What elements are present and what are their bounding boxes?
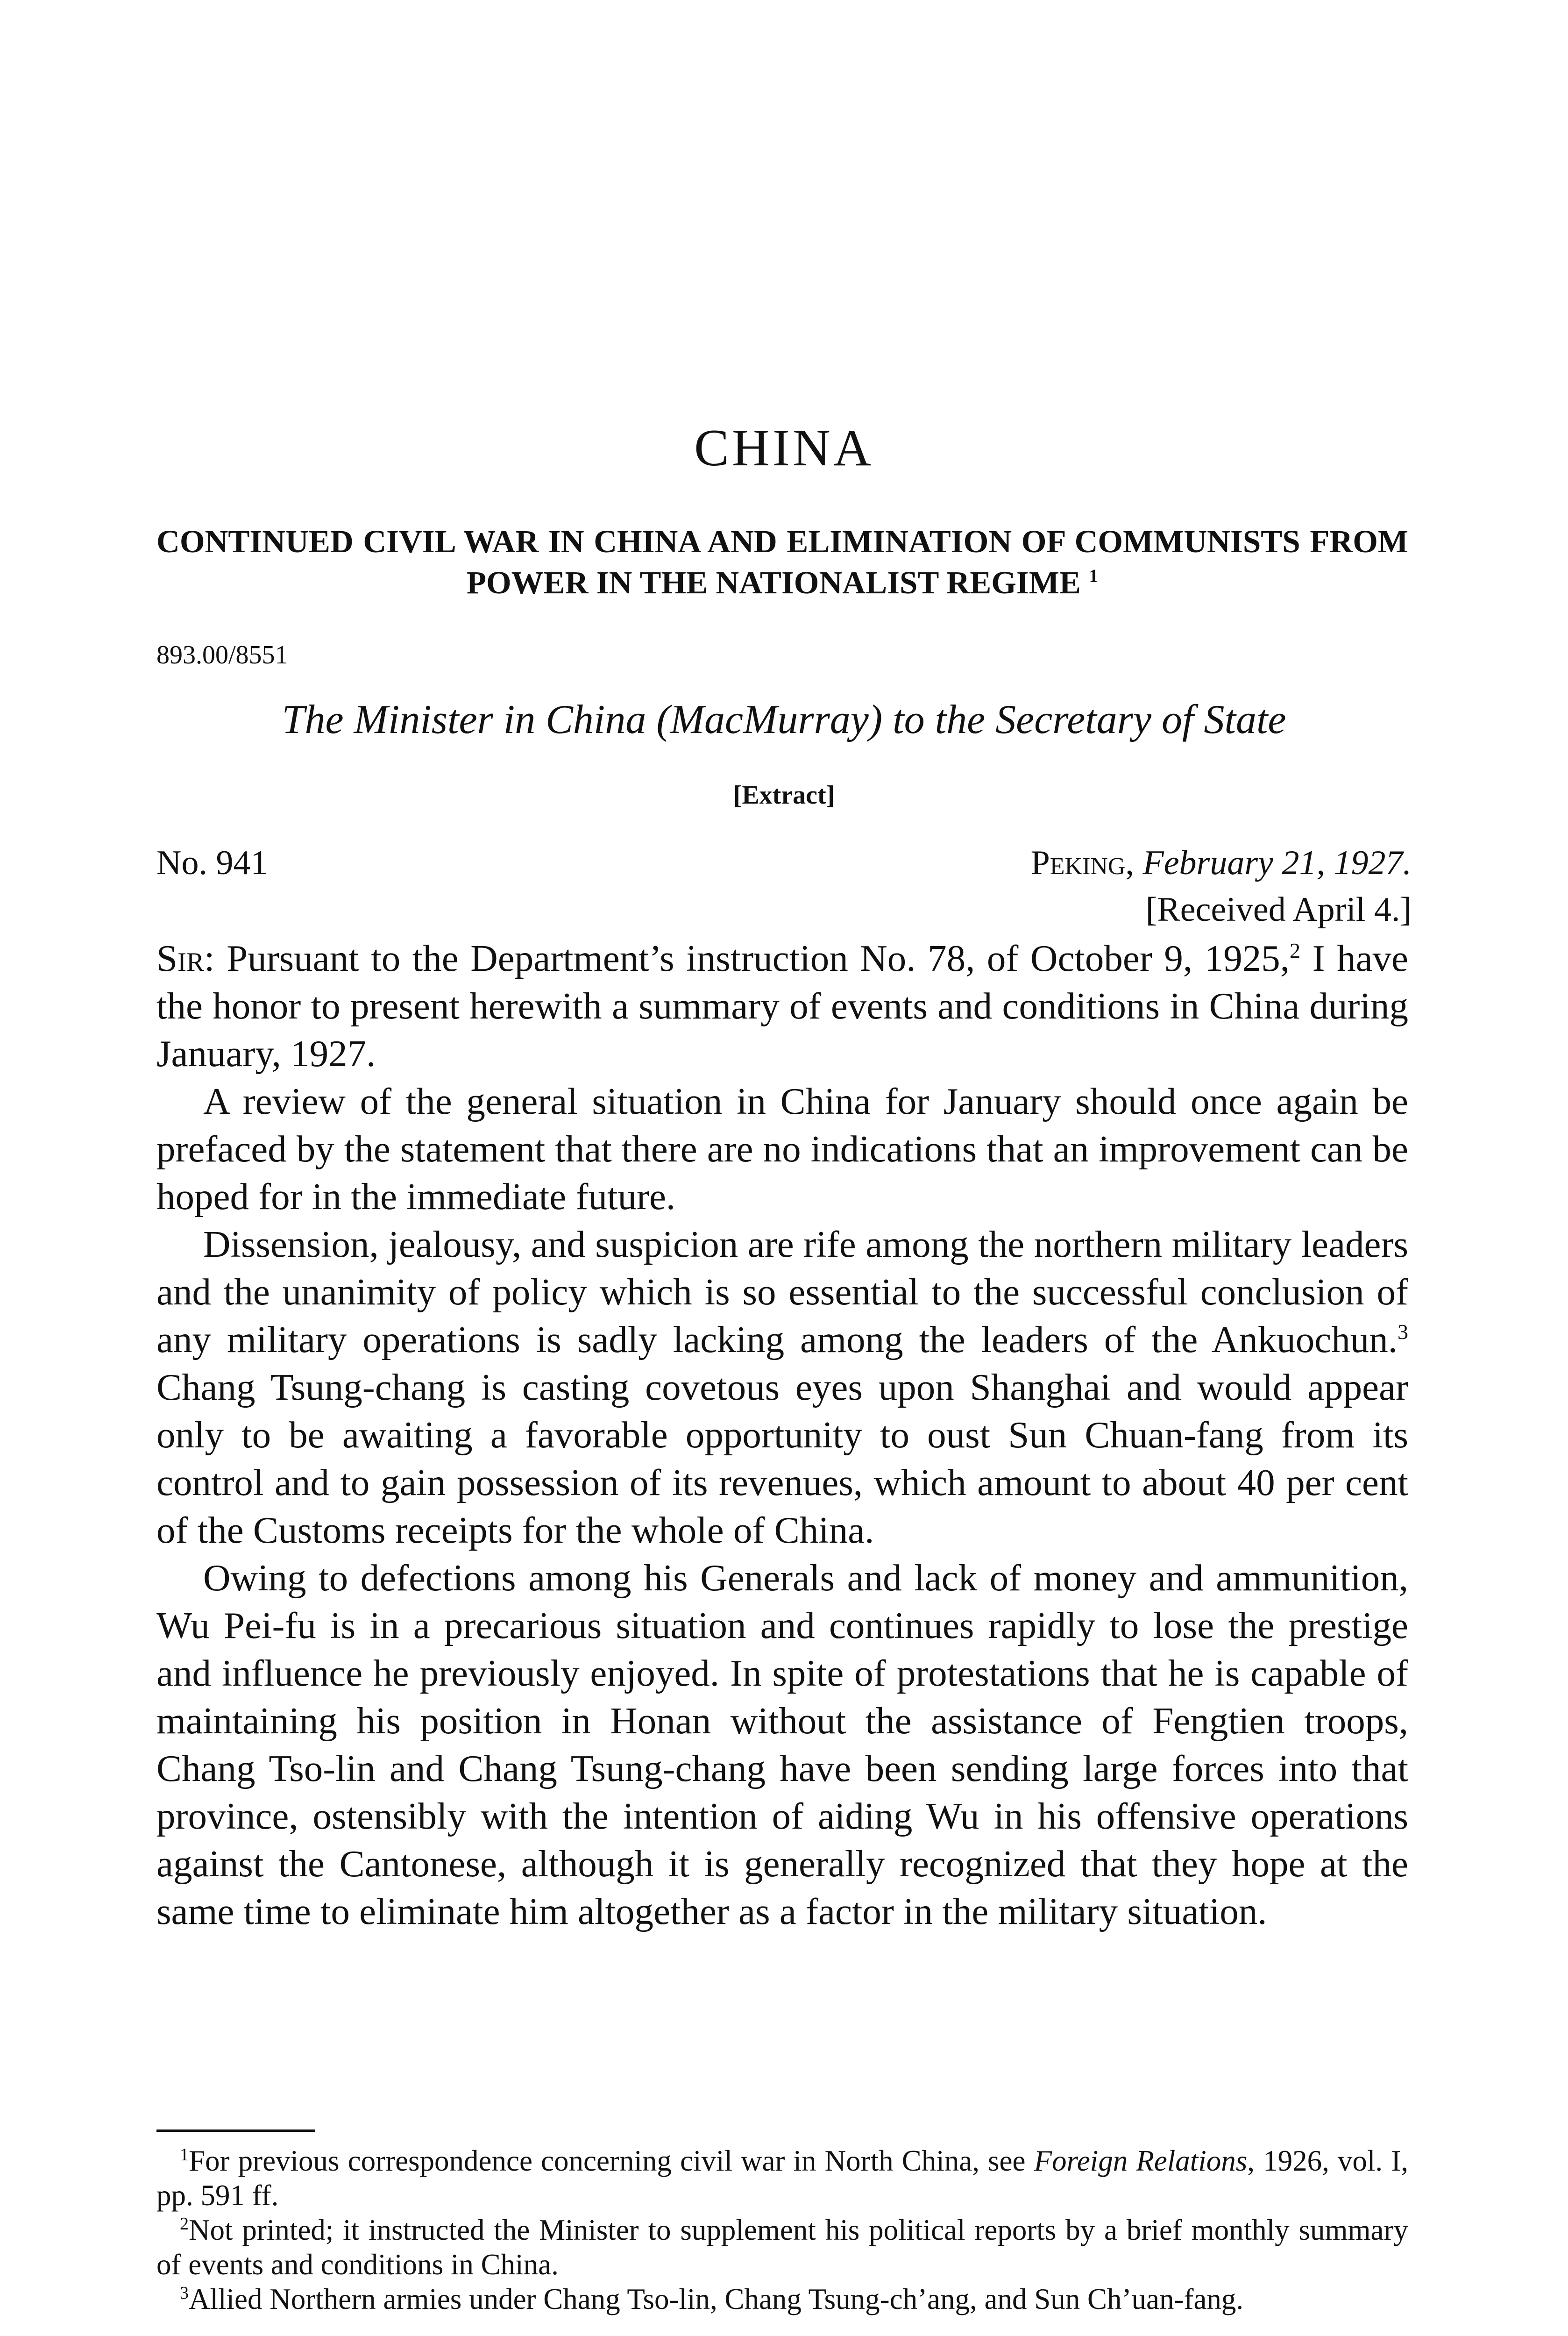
footnotes (156, 2144, 1408, 2316)
section-title (156, 521, 1408, 603)
footnote-1-mark: 1 (180, 2145, 189, 2165)
footnote-divider (156, 2129, 315, 2132)
dateline (1031, 843, 1412, 883)
footnote-1-italic: Foreign Relations (1034, 2144, 1248, 2177)
paragraph-1-text-b: I have the honor to present herewith a summary of events and conditions in China during January, 1927. (156, 937, 1409, 1075)
salutation: Sir: (156, 937, 215, 979)
file-number: 893.00/8551 (156, 641, 288, 669)
paragraph-3-text-b: Chang Tsung-chang is casting covetous eyes upon Shanghai and would appear only to be awaiting a favorable opportunity to oust Sun Chuan-fang from its control and to gain possession of its revenues, which amount to about 40 per cent of the Customs receipts for the whole of China. (156, 1366, 1408, 1551)
footnote-2 (156, 2213, 1408, 2282)
paragraph-4: Owing to defections among his Generals and lack of money and ammunition, Wu Pei-fu is in a precarious situation and continues rapidly to lose the prestige and influence he previously enjoyed. In spite of protestations that he is capable of maintaining his position in Honan without the assistance of Fengtien troops, Chang Tso-lin and Chang Tsung-chang have been sending large forces into that province, ostensibly with the intention of aiding Wu in his offensive operations against the Cantonese, although it is generally recognized that they hope at the same time to eliminate him altogether as a factor in the military situation. (156, 1557, 1408, 1932)
document-heading: The Minister in China (MacMurray) to the Secretary of State (282, 697, 1286, 742)
paragraph-1 (156, 934, 1408, 1077)
footnote-3-mark: 3 (180, 2283, 189, 2303)
paragraph-2: A review of the general situation in China for January should once again be prefaced by the statement that there are no indications that an improvement can be hoped for in the immediate future. (156, 1080, 1408, 1218)
footnote-3-text: Allied Northern armies under Chang Tso-lin, Chang Tsung-ch’ang, and Sun Ch’uan-fang. (189, 2283, 1244, 2315)
paragraph-3 (156, 1220, 1408, 1554)
footnote-ref-1[interactable]: 1 (1089, 565, 1099, 586)
footnote-2-text: Not printed; it instructed the Minister to supplement his political reports by a brief monthly summary of events and conditions in China. (156, 2214, 1408, 2281)
footnote-1-text-b: , 1926, vol. I, pp. 591 ff. (156, 2144, 1408, 2212)
footnote-2-mark: 2 (180, 2214, 189, 2234)
paragraph-1-text-a: Pursuant to the Department’s instruction No. 78, of October 9, 1925, (227, 937, 1290, 979)
footnote-ref-2[interactable]: 2 (1289, 939, 1300, 962)
section-title-text: CONTINUED CIVIL WAR IN CHINA AND ELIMINATION OF COMMUNISTS FROM POWER IN THE NATIONALIST REGIME (156, 524, 1408, 600)
extract-note: [Extract] (733, 781, 835, 810)
document-number: No. 941 (156, 844, 268, 882)
footnote-1 (156, 2144, 1408, 2213)
paragraph-3-text-a: Dissension, jealousy, and suspicion are rife among the northern military leaders and the unanimity of policy which is so essential to the successful conclusion of any military operations is sadly lacking among the leaders of the Ankuochun. (156, 1223, 1408, 1360)
footnote-3 (156, 2282, 1408, 2316)
country-heading: CHINA (694, 419, 874, 477)
dateline-place: Peking, (1030, 844, 1134, 882)
dateline-date: February 21, 1927. (1142, 844, 1412, 882)
letter-body (156, 934, 1408, 1935)
footnote-ref-3[interactable]: 3 (1398, 1320, 1408, 1344)
received-date: [Received April 4.] (1145, 890, 1412, 929)
footnote-1-text-a: For previous correspondence concerning civil war in North China, see (189, 2144, 1034, 2177)
